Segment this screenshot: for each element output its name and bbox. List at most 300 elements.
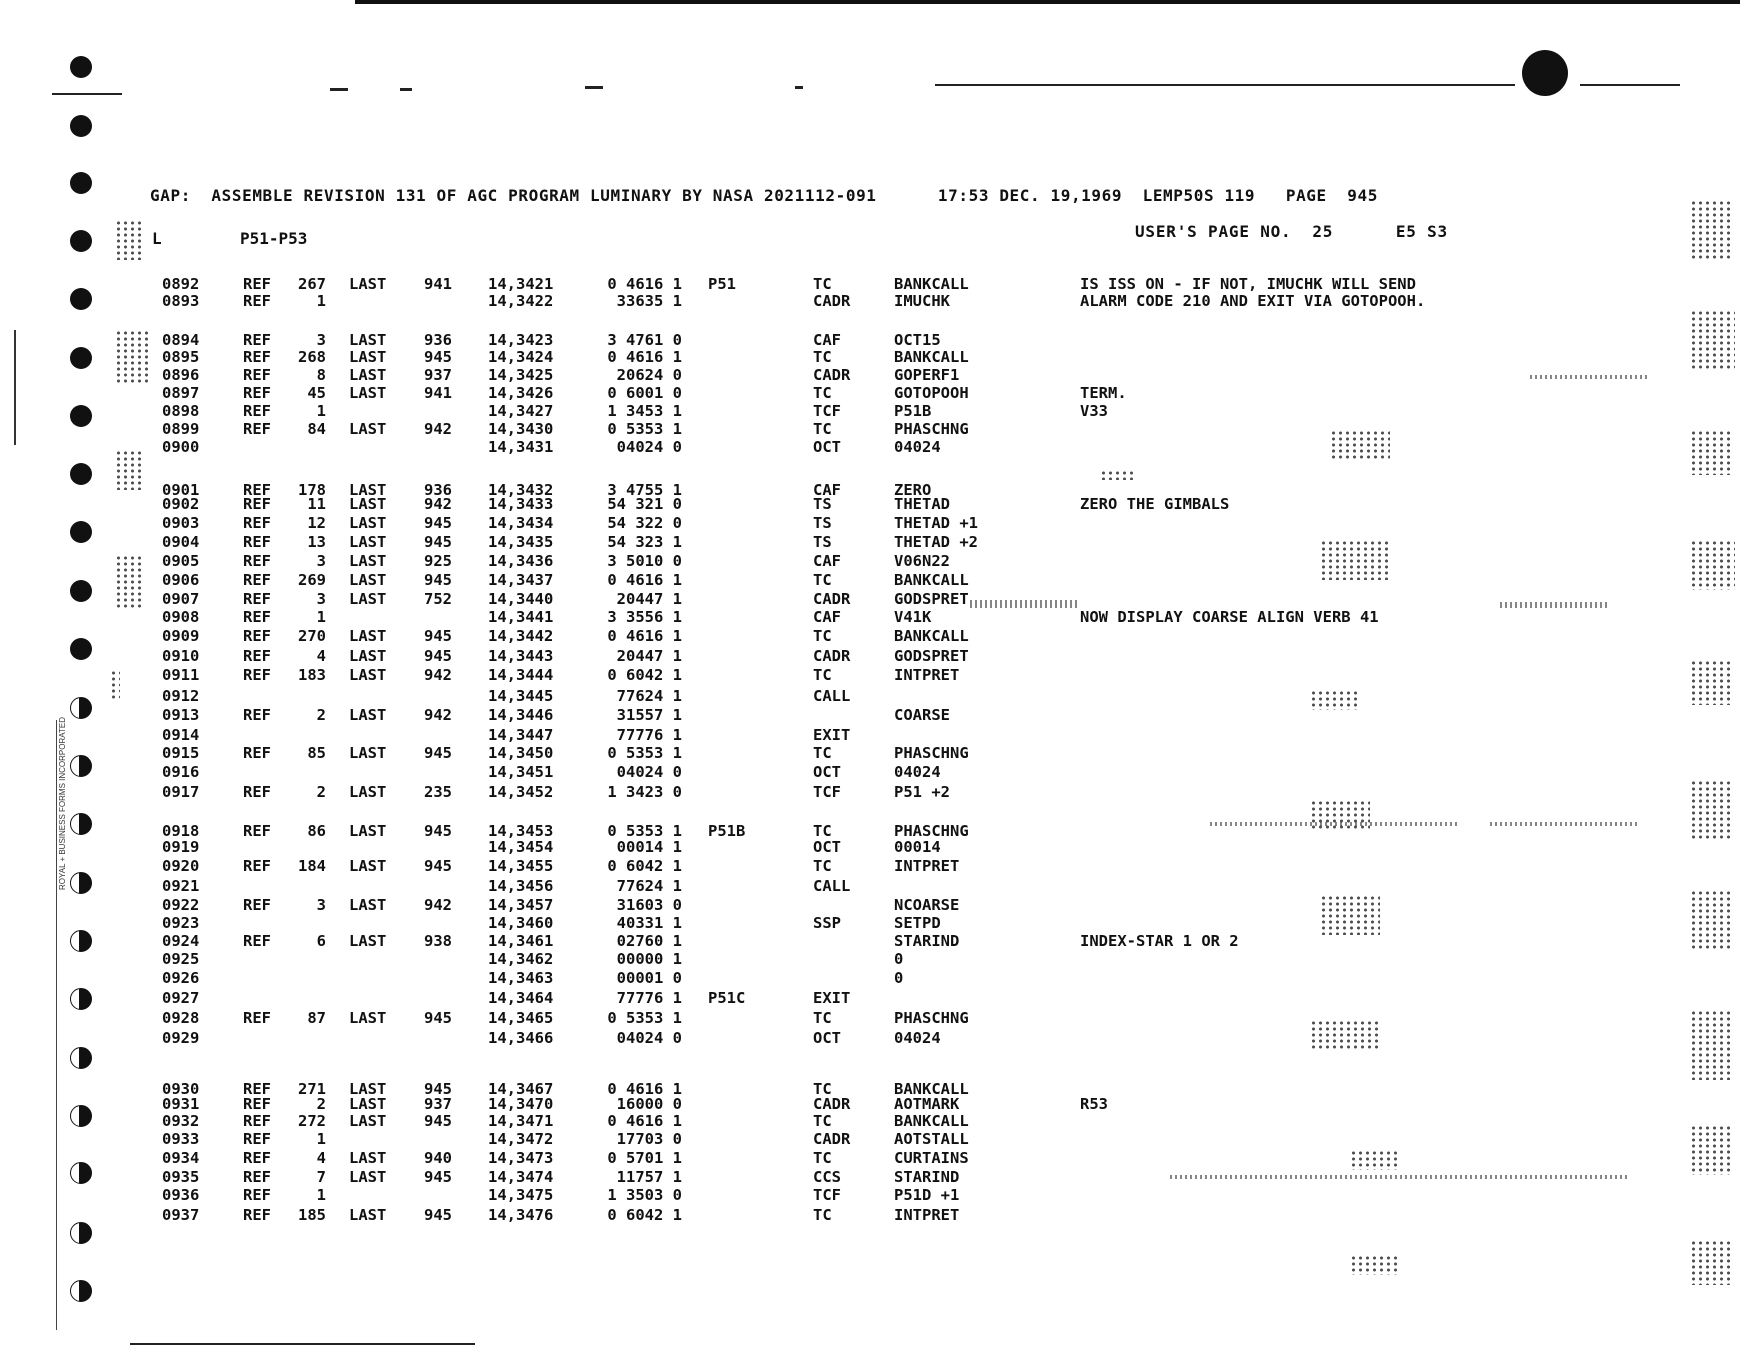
line-number: 0917 xyxy=(162,783,200,801)
octal-code: 31557 1 xyxy=(616,706,682,724)
last-keyword: LAST xyxy=(349,744,387,762)
last-keyword: LAST xyxy=(349,1149,387,1167)
last-keyword: LAST xyxy=(349,533,387,551)
ref-keyword: REF xyxy=(243,552,271,570)
last-keyword: LAST xyxy=(349,495,387,513)
ref-count: 1 xyxy=(316,402,326,420)
scan-smudge xyxy=(1350,1150,1400,1170)
last-keyword: LAST xyxy=(349,822,387,840)
opcode: CADR xyxy=(813,590,851,608)
operand: THETAD xyxy=(894,495,950,513)
bank-address: 14,3450 xyxy=(488,744,554,762)
ref-keyword: REF xyxy=(243,647,271,665)
operand: GOTOPOOH xyxy=(894,384,969,402)
operand: PHASCHNG xyxy=(894,822,969,840)
operand: 04024 xyxy=(894,763,941,781)
opcode: CADR xyxy=(813,1095,851,1113)
operand: GOPERF1 xyxy=(894,366,960,384)
ref-keyword: REF xyxy=(243,666,271,684)
ref-count: 11 xyxy=(307,495,326,513)
ref-keyword: REF xyxy=(243,384,271,402)
ref-keyword: REF xyxy=(243,1095,271,1113)
scan-smudge xyxy=(1210,822,1460,826)
line-number: 0923 xyxy=(162,914,200,932)
last-page: 945 xyxy=(424,571,452,589)
ref-keyword: REF xyxy=(243,348,271,366)
last-page: 937 xyxy=(424,366,452,384)
bank-address: 14,3421 xyxy=(488,275,554,293)
octal-code: 77624 1 xyxy=(616,877,682,895)
octal-code: 0 6042 1 xyxy=(607,857,682,875)
line-number: 0929 xyxy=(162,1029,200,1047)
operand: ZERO xyxy=(894,481,932,499)
punch-hole-dot xyxy=(1522,50,1568,96)
line-number: 0893 xyxy=(162,292,200,310)
left-mark: L xyxy=(152,229,162,248)
last-keyword: LAST xyxy=(349,857,387,875)
bank-address: 14,3474 xyxy=(488,1168,554,1186)
line-number: 0924 xyxy=(162,932,200,950)
bank-address: 14,3461 xyxy=(488,932,554,950)
line-number: 0914 xyxy=(162,726,200,744)
line-number: 0909 xyxy=(162,627,200,645)
ref-keyword: REF xyxy=(243,932,271,950)
feed-hole xyxy=(70,115,92,137)
ref-keyword: REF xyxy=(243,822,271,840)
ref-count: 272 xyxy=(298,1112,326,1130)
octal-code: 54 321 0 xyxy=(607,495,682,513)
feed-hole xyxy=(70,347,92,369)
last-keyword: LAST xyxy=(349,706,387,724)
bank-address: 14,3432 xyxy=(488,481,554,499)
line-number: 0895 xyxy=(162,348,200,366)
opcode: CADR xyxy=(813,292,851,310)
feed-hole xyxy=(70,288,92,310)
opcode: TC xyxy=(813,275,832,293)
feed-hole xyxy=(70,230,92,252)
octal-code: 00001 0 xyxy=(616,969,682,987)
ref-keyword: REF xyxy=(243,402,271,420)
ref-count: 2 xyxy=(316,1095,326,1113)
top-border-line xyxy=(355,0,1740,4)
scan-smudge xyxy=(115,330,150,385)
octal-code: 0 5353 1 xyxy=(607,822,682,840)
opcode: OCT xyxy=(813,438,841,456)
operand: P51D +1 xyxy=(894,1186,960,1204)
opcode: TC xyxy=(813,666,832,684)
octal-code: 20447 1 xyxy=(616,590,682,608)
opcode: TS xyxy=(813,495,832,513)
line-number: 0922 xyxy=(162,896,200,914)
feed-hole xyxy=(70,56,92,78)
feed-hole xyxy=(70,580,92,602)
operand: BANKCALL xyxy=(894,1080,969,1098)
last-page: 945 xyxy=(424,1206,452,1224)
ref-count: 3 xyxy=(316,552,326,570)
ref-keyword: REF xyxy=(243,1080,271,1098)
scan-smudge xyxy=(1690,1010,1730,1080)
print-rule xyxy=(935,84,1515,86)
line-number: 0919 xyxy=(162,838,200,856)
line-number: 0899 xyxy=(162,420,200,438)
ref-keyword: REF xyxy=(243,1206,271,1224)
ref-keyword: REF xyxy=(243,292,271,310)
scan-smudge xyxy=(1100,470,1135,480)
line-number: 0930 xyxy=(162,1080,200,1098)
ref-count: 45 xyxy=(307,384,326,402)
opcode: TC xyxy=(813,822,832,840)
last-keyword: LAST xyxy=(349,571,387,589)
ref-count: 84 xyxy=(307,420,326,438)
bank-address: 14,3460 xyxy=(488,914,554,932)
bank-address: 14,3464 xyxy=(488,989,554,1007)
line-number: 0937 xyxy=(162,1206,200,1224)
line-number: 0901 xyxy=(162,481,200,499)
last-page: 942 xyxy=(424,420,452,438)
octal-code: 40331 1 xyxy=(616,914,682,932)
bank-address: 14,3442 xyxy=(488,627,554,645)
last-page: 925 xyxy=(424,552,452,570)
ref-count: 8 xyxy=(316,366,326,384)
bank-address: 14,3422 xyxy=(488,292,554,310)
opcode: TC xyxy=(813,744,832,762)
location-label: P51B xyxy=(708,822,746,840)
bank-address: 14,3425 xyxy=(488,366,554,384)
bank-address: 14,3475 xyxy=(488,1186,554,1204)
feed-hole xyxy=(70,1162,92,1184)
ref-keyword: REF xyxy=(243,571,271,589)
last-page: 945 xyxy=(424,627,452,645)
line-number: 0936 xyxy=(162,1186,200,1204)
ref-keyword: REF xyxy=(243,495,271,513)
octal-code: 04024 0 xyxy=(616,763,682,781)
print-dash xyxy=(795,86,803,89)
last-keyword: LAST xyxy=(349,932,387,950)
last-keyword: LAST xyxy=(349,627,387,645)
operand: P51 +2 xyxy=(894,783,950,801)
opcode: TC xyxy=(813,627,832,645)
bank-address: 14,3472 xyxy=(488,1130,554,1148)
line-number: 0905 xyxy=(162,552,200,570)
operand: P51B xyxy=(894,402,932,420)
octal-code: 0 5353 1 xyxy=(607,420,682,438)
ref-keyword: REF xyxy=(243,857,271,875)
last-page: 945 xyxy=(424,647,452,665)
octal-code: 0 4616 1 xyxy=(607,348,682,366)
operand: BANKCALL xyxy=(894,627,969,645)
line-number: 0908 xyxy=(162,608,200,626)
line-number: 0913 xyxy=(162,706,200,724)
ref-count: 85 xyxy=(307,744,326,762)
operand: GODSPRET xyxy=(894,590,969,608)
line-number: 0900 xyxy=(162,438,200,456)
feed-hole xyxy=(70,521,92,543)
ref-count: 270 xyxy=(298,627,326,645)
last-keyword: LAST xyxy=(349,348,387,366)
last-page: 752 xyxy=(424,590,452,608)
line-number: 0935 xyxy=(162,1168,200,1186)
ref-count: 4 xyxy=(316,1149,326,1167)
bank-address: 14,3445 xyxy=(488,687,554,705)
octal-code: 1 3453 1 xyxy=(607,402,682,420)
feed-hole xyxy=(70,1280,92,1302)
bank-address: 14,3453 xyxy=(488,822,554,840)
ref-count: 7 xyxy=(316,1168,326,1186)
line-number: 0897 xyxy=(162,384,200,402)
ref-keyword: REF xyxy=(243,1112,271,1130)
octal-code: 16000 0 xyxy=(616,1095,682,1113)
ref-count: 12 xyxy=(307,514,326,532)
opcode: TC xyxy=(813,857,832,875)
line-number: 0903 xyxy=(162,514,200,532)
opcode: TS xyxy=(813,533,832,551)
opcode: CADR xyxy=(813,366,851,384)
operand: AOTMARK xyxy=(894,1095,960,1113)
scan-smudge xyxy=(1320,895,1380,935)
bank-address: 14,3423 xyxy=(488,331,554,349)
last-page: 945 xyxy=(424,744,452,762)
last-page: 942 xyxy=(424,706,452,724)
scan-smudge xyxy=(1690,890,1730,950)
print-dash xyxy=(585,86,603,89)
line-number: 0918 xyxy=(162,822,200,840)
ref-count: 2 xyxy=(316,706,326,724)
operand: INTPRET xyxy=(894,857,960,875)
ref-keyword: REF xyxy=(243,1009,271,1027)
octal-code: 00000 1 xyxy=(616,950,682,968)
feed-hole xyxy=(70,872,92,894)
octal-code: 0 4616 1 xyxy=(607,275,682,293)
line-number: 0907 xyxy=(162,590,200,608)
last-keyword: LAST xyxy=(349,1206,387,1224)
scan-smudge xyxy=(115,450,145,490)
last-keyword: LAST xyxy=(349,420,387,438)
last-page: 937 xyxy=(424,1095,452,1113)
last-keyword: LAST xyxy=(349,1080,387,1098)
scan-smudge xyxy=(1350,1255,1400,1275)
line-number: 0915 xyxy=(162,744,200,762)
bank-address: 14,3436 xyxy=(488,552,554,570)
ref-keyword: REF xyxy=(243,744,271,762)
line-number: 0934 xyxy=(162,1149,200,1167)
opcode: TC xyxy=(813,420,832,438)
feed-hole xyxy=(70,405,92,427)
opcode: TS xyxy=(813,514,832,532)
line-number: 0927 xyxy=(162,989,200,1007)
bank-address: 14,3471 xyxy=(488,1112,554,1130)
ref-count: 3 xyxy=(316,896,326,914)
octal-code: 0 4616 1 xyxy=(607,1112,682,1130)
last-keyword: LAST xyxy=(349,366,387,384)
scan-smudge xyxy=(1690,430,1730,475)
last-keyword: LAST xyxy=(349,1095,387,1113)
last-page: 942 xyxy=(424,896,452,914)
last-keyword: LAST xyxy=(349,647,387,665)
operand: THETAD +2 xyxy=(894,533,978,551)
ref-count: 2 xyxy=(316,783,326,801)
location-label: P51 xyxy=(708,275,736,293)
ref-count: 185 xyxy=(298,1206,326,1224)
bottom-border-line xyxy=(130,1343,475,1345)
scan-smudge xyxy=(1490,822,1640,826)
ref-count: 4 xyxy=(316,647,326,665)
operand: AOTSTALL xyxy=(894,1130,969,1148)
bank-address: 14,3455 xyxy=(488,857,554,875)
location-label: P51C xyxy=(708,989,746,1007)
operand: OCT15 xyxy=(894,331,941,349)
octal-code: 0 6042 1 xyxy=(607,666,682,684)
operand: COARSE xyxy=(894,706,950,724)
ref-count: 1 xyxy=(316,292,326,310)
bank-address: 14,3441 xyxy=(488,608,554,626)
ref-count: 271 xyxy=(298,1080,326,1098)
operand: PHASCHNG xyxy=(894,420,969,438)
comment: V33 xyxy=(1080,402,1108,420)
opcode: CADR xyxy=(813,647,851,665)
octal-code: 54 322 0 xyxy=(607,514,682,532)
last-keyword: LAST xyxy=(349,896,387,914)
opcode: TC xyxy=(813,1080,832,1098)
bank-address: 14,3466 xyxy=(488,1029,554,1047)
opcode: OCT xyxy=(813,1029,841,1047)
ref-keyword: REF xyxy=(243,514,271,532)
operand: 0 xyxy=(894,969,904,987)
comment: NOW DISPLAY COARSE ALIGN VERB 41 xyxy=(1080,608,1379,626)
comment: R53 xyxy=(1080,1095,1108,1113)
ref-keyword: REF xyxy=(243,481,271,499)
octal-code: 04024 0 xyxy=(616,1029,682,1047)
octal-code: 0 4616 1 xyxy=(607,627,682,645)
line-number: 0910 xyxy=(162,647,200,665)
bank-address: 14,3440 xyxy=(488,590,554,608)
operand: STARIND xyxy=(894,932,960,950)
feed-hole xyxy=(70,930,92,952)
ref-count: 3 xyxy=(316,590,326,608)
operand: PHASCHNG xyxy=(894,1009,969,1027)
octal-code: 1 3423 0 xyxy=(607,783,682,801)
feed-hole xyxy=(70,755,92,777)
octal-code: 0 5701 1 xyxy=(607,1149,682,1167)
operand: V41K xyxy=(894,608,932,626)
octal-code: 0 4616 1 xyxy=(607,1080,682,1098)
ref-keyword: REF xyxy=(243,331,271,349)
ref-count: 269 xyxy=(298,571,326,589)
last-page: 945 xyxy=(424,514,452,532)
last-keyword: LAST xyxy=(349,1112,387,1130)
bank-address: 14,3430 xyxy=(488,420,554,438)
line-number: 0928 xyxy=(162,1009,200,1027)
print-dash xyxy=(330,88,348,91)
last-keyword: LAST xyxy=(349,783,387,801)
bank-address: 14,3463 xyxy=(488,969,554,987)
last-keyword: LAST xyxy=(349,331,387,349)
comment: ZERO THE GIMBALS xyxy=(1080,495,1230,513)
scan-smudge xyxy=(1170,1175,1630,1179)
operand: 0 xyxy=(894,950,904,968)
bank-address: 14,3462 xyxy=(488,950,554,968)
scan-smudge xyxy=(115,220,145,260)
ref-keyword: REF xyxy=(243,420,271,438)
feed-hole xyxy=(70,1222,92,1244)
last-page: 235 xyxy=(424,783,452,801)
opcode: TCF xyxy=(813,783,841,801)
opcode: TCF xyxy=(813,1186,841,1204)
octal-code: 04024 0 xyxy=(616,438,682,456)
last-keyword: LAST xyxy=(349,552,387,570)
operand: 04024 xyxy=(894,1029,941,1047)
bank-address: 14,3470 xyxy=(488,1095,554,1113)
last-page: 945 xyxy=(424,822,452,840)
feed-hole xyxy=(70,813,92,835)
ref-count: 86 xyxy=(307,822,326,840)
ref-keyword: REF xyxy=(243,1130,271,1148)
line-number: 0932 xyxy=(162,1112,200,1130)
operand: BANKCALL xyxy=(894,1112,969,1130)
ref-count: 267 xyxy=(298,275,326,293)
last-page: 945 xyxy=(424,533,452,551)
last-page: 945 xyxy=(424,1009,452,1027)
octal-code: 77776 1 xyxy=(616,726,682,744)
print-rule xyxy=(52,93,122,95)
octal-code: 3 3556 1 xyxy=(607,608,682,626)
bank-address: 14,3427 xyxy=(488,402,554,420)
line-number: 0931 xyxy=(162,1095,200,1113)
octal-code: 1 3503 0 xyxy=(607,1186,682,1204)
last-page: 945 xyxy=(424,1080,452,1098)
last-keyword: LAST xyxy=(349,481,387,499)
section-title: P51-P53 xyxy=(240,229,308,248)
bank-address: 14,3473 xyxy=(488,1149,554,1167)
last-page: 942 xyxy=(424,495,452,513)
last-page: 936 xyxy=(424,481,452,499)
bank-address: 14,3426 xyxy=(488,384,554,402)
octal-code: 20624 0 xyxy=(616,366,682,384)
feed-hole xyxy=(70,988,92,1010)
feed-hole xyxy=(70,172,92,194)
line-number: 0933 xyxy=(162,1130,200,1148)
octal-code: 3 5010 0 xyxy=(607,552,682,570)
last-page: 945 xyxy=(424,857,452,875)
ref-keyword: REF xyxy=(243,1168,271,1186)
operand: INTPRET xyxy=(894,666,960,684)
operand: THETAD +1 xyxy=(894,514,978,532)
octal-code: 17703 0 xyxy=(616,1130,682,1148)
last-page: 941 xyxy=(424,275,452,293)
bank-address: 14,3446 xyxy=(488,706,554,724)
opcode: OCT xyxy=(813,838,841,856)
comment: ALARM CODE 210 AND EXIT VIA GOTOPOOH. xyxy=(1080,292,1426,310)
line-number: 0896 xyxy=(162,366,200,384)
bank-address: 14,3456 xyxy=(488,877,554,895)
opcode: CAF xyxy=(813,608,841,626)
last-page: 945 xyxy=(424,348,452,366)
last-page: 938 xyxy=(424,932,452,950)
ref-count: 178 xyxy=(298,481,326,499)
ref-count: 1 xyxy=(316,1186,326,1204)
opcode: EXIT xyxy=(813,989,851,1007)
operand: V06N22 xyxy=(894,552,950,570)
line-number: 0906 xyxy=(162,571,200,589)
operand: IMUCHK xyxy=(894,292,950,310)
opcode: CAF xyxy=(813,481,841,499)
line-number: 0925 xyxy=(162,950,200,968)
octal-code: 20447 1 xyxy=(616,647,682,665)
bank-address: 14,3434 xyxy=(488,514,554,532)
scan-smudge xyxy=(1320,540,1390,580)
octal-code: 33635 1 xyxy=(616,292,682,310)
last-keyword: LAST xyxy=(349,590,387,608)
scan-smudge xyxy=(1690,780,1730,840)
